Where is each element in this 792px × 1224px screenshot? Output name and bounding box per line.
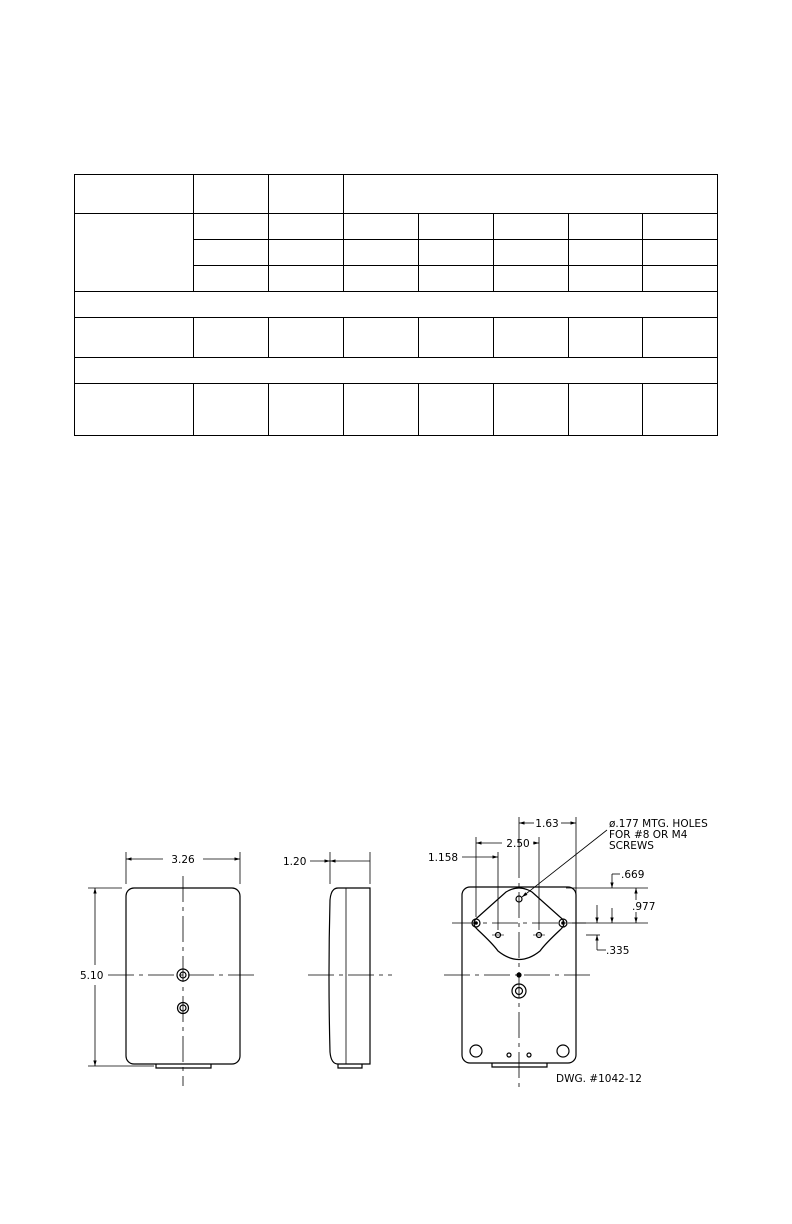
- table-cell: [344, 266, 419, 292]
- table-cell: [75, 318, 194, 358]
- mechanical-drawing: [0, 790, 792, 1110]
- note-line-1: ø.177 MTG. HOLES: [609, 818, 708, 830]
- table-cell: [75, 292, 718, 318]
- table-row: [75, 318, 718, 358]
- note-line-2: FOR #8 OR M4: [609, 829, 688, 841]
- table-cell: [194, 266, 269, 292]
- table-cell: [269, 214, 344, 240]
- table-cell: [75, 358, 718, 384]
- table-cell: [494, 214, 569, 240]
- spec-table: [74, 174, 718, 436]
- table-cell: [569, 266, 643, 292]
- table-cell: [75, 175, 194, 214]
- back-small-hole-right: [527, 1053, 531, 1057]
- back-small-hole-left: [507, 1053, 511, 1057]
- table-cell: [344, 175, 718, 214]
- table-cell: [419, 318, 494, 358]
- table-cell: [643, 214, 718, 240]
- side-view-body: [329, 888, 370, 1064]
- table-cell: [419, 214, 494, 240]
- front-height-label: 5.10: [80, 970, 104, 982]
- table-cell: [419, 240, 494, 266]
- table-cell: [569, 240, 643, 266]
- back-foot-right: [557, 1045, 569, 1057]
- table-cell: [569, 318, 643, 358]
- side-view: [308, 852, 392, 1068]
- table-cell: [344, 384, 419, 436]
- dim-1-63-label: 1.63: [535, 818, 559, 830]
- table-cell: [269, 266, 344, 292]
- table-cell: [494, 384, 569, 436]
- back-foot-left: [470, 1045, 482, 1057]
- dim-669-label: .669: [621, 869, 645, 881]
- table-cell: [643, 384, 718, 436]
- table-cell: [194, 240, 269, 266]
- table-cell: [344, 318, 419, 358]
- table-row: [75, 384, 718, 436]
- table-cell: [75, 214, 194, 292]
- dim-1-158-label: 1.158: [428, 852, 459, 864]
- dim-335-label: .335: [606, 945, 630, 957]
- table-header-row: [75, 175, 718, 214]
- note-line-3: SCREWS: [609, 840, 654, 852]
- table-cell: [194, 318, 269, 358]
- table-cell: [643, 266, 718, 292]
- table-cell: [494, 240, 569, 266]
- table-row: [75, 214, 718, 240]
- table-cell: [269, 384, 344, 436]
- table-cell: [419, 384, 494, 436]
- table-cell: [75, 384, 194, 436]
- table-section-row: [75, 292, 718, 318]
- table-cell: [194, 384, 269, 436]
- side-depth-label: 1.20: [283, 856, 307, 868]
- table-cell: [194, 214, 269, 240]
- table-cell: [194, 175, 269, 214]
- table-cell: [569, 214, 643, 240]
- table-cell: [643, 240, 718, 266]
- front-width-label: 3.26: [171, 854, 195, 866]
- dim-2-50-label: 2.50: [506, 838, 530, 850]
- table-section-row: [75, 358, 718, 384]
- front-view: [88, 852, 258, 1086]
- table-cell: [419, 266, 494, 292]
- back-center-dot: [517, 973, 521, 977]
- table-cell: [494, 318, 569, 358]
- dim-977-label: .977: [632, 901, 656, 913]
- table-cell: [269, 175, 344, 214]
- table-cell: [569, 384, 643, 436]
- table-cell: [643, 318, 718, 358]
- table-cell: [269, 240, 344, 266]
- table-cell: [494, 266, 569, 292]
- drawing-number: DWG. #1042-12: [556, 1073, 642, 1085]
- table-cell: [269, 318, 344, 358]
- table-cell: [344, 214, 419, 240]
- table-cell: [344, 240, 419, 266]
